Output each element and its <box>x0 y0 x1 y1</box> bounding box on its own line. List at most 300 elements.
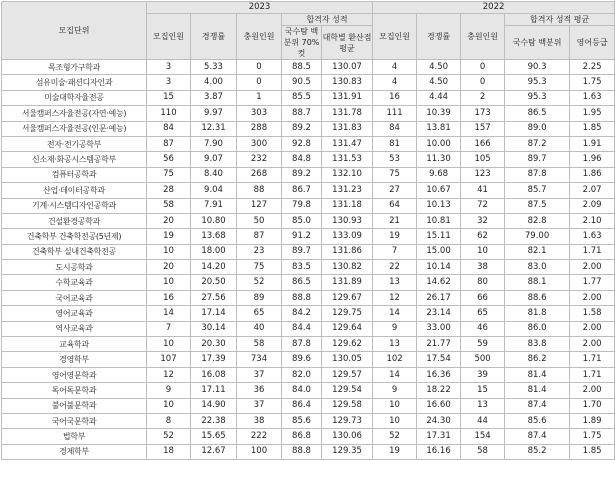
value-cell: 75 <box>237 260 282 275</box>
value-cell: 27 <box>373 183 417 198</box>
header-univ-score: 대학별 환산점평균 <box>322 26 373 60</box>
value-cell: 10.14 <box>417 260 461 275</box>
value-cell: 81.4 <box>505 383 570 398</box>
value-cell: 7 <box>147 321 191 336</box>
value-cell: 82.1 <box>505 244 570 259</box>
value-cell: 22.38 <box>191 413 237 428</box>
value-cell: 39 <box>461 367 505 382</box>
value-cell: 50 <box>237 213 282 228</box>
table-row <box>2 290 615 305</box>
value-cell: 32 <box>461 213 505 228</box>
value-cell: 0 <box>461 75 505 90</box>
value-cell: 1.95 <box>570 106 615 121</box>
table-row <box>2 444 615 459</box>
value-cell: 1 <box>237 90 282 105</box>
value-cell: 132.10 <box>322 167 373 182</box>
value-cell: 15.65 <box>191 429 237 444</box>
value-cell: 14 <box>373 306 417 321</box>
table-row <box>2 352 615 367</box>
value-cell: 14.90 <box>191 398 237 413</box>
value-cell: 84 <box>373 121 417 136</box>
value-cell: 2.00 <box>570 383 615 398</box>
value-cell: 1.58 <box>570 306 615 321</box>
value-cell: 85.2 <box>505 444 570 459</box>
table-row <box>2 337 615 352</box>
table-row <box>2 275 615 290</box>
value-cell: 131.23 <box>322 183 373 198</box>
table-row <box>2 383 615 398</box>
value-cell: 131.53 <box>322 152 373 167</box>
value-cell: 1.86 <box>570 167 615 182</box>
dept-name-cell: 독어독문학과 <box>2 383 147 398</box>
value-cell: 84.2 <box>282 306 322 321</box>
value-cell: 91.2 <box>282 229 322 244</box>
table-row <box>2 413 615 428</box>
value-cell: 3.87 <box>191 90 237 105</box>
value-cell: 131.91 <box>322 90 373 105</box>
value-cell: 3 <box>147 75 191 90</box>
value-cell: 15.11 <box>417 229 461 244</box>
value-cell: 9.97 <box>191 106 237 121</box>
value-cell: 7.90 <box>191 136 237 151</box>
value-cell: 2.25 <box>570 60 615 75</box>
value-cell: 10 <box>461 244 505 259</box>
admissions-table <box>1 1 615 460</box>
table-row <box>2 367 615 382</box>
value-cell: 0 <box>461 60 505 75</box>
value-cell: 64 <box>373 198 417 213</box>
value-cell: 10.81 <box>417 213 461 228</box>
header-extra-2022: 충원인원 <box>461 14 505 60</box>
dept-name-cell: 수학교육과 <box>2 275 147 290</box>
value-cell: 129.67 <box>322 290 373 305</box>
value-cell: 9 <box>147 383 191 398</box>
value-cell: 87.4 <box>505 429 570 444</box>
value-cell: 22 <box>373 260 417 275</box>
value-cell: 21.77 <box>417 337 461 352</box>
value-cell: 1.71 <box>570 367 615 382</box>
value-cell: 41 <box>461 183 505 198</box>
value-cell: 72 <box>461 198 505 213</box>
value-cell: 75 <box>373 167 417 182</box>
value-cell: 8.40 <box>191 167 237 182</box>
table-row <box>2 198 615 213</box>
table-row <box>2 213 615 228</box>
value-cell: 21 <box>373 213 417 228</box>
value-cell: 129.75 <box>322 306 373 321</box>
value-cell: 66 <box>461 290 505 305</box>
value-cell: 38 <box>461 260 505 275</box>
value-cell: 12.31 <box>191 121 237 136</box>
header-year-2022: 2022 <box>373 2 615 14</box>
value-cell: 173 <box>461 106 505 121</box>
value-cell: 89.6 <box>282 352 322 367</box>
value-cell: 2.00 <box>570 321 615 336</box>
value-cell: 26.17 <box>417 290 461 305</box>
value-cell: 1.89 <box>570 413 615 428</box>
value-cell: 88.8 <box>282 444 322 459</box>
value-cell: 37 <box>237 398 282 413</box>
value-cell: 58 <box>237 337 282 352</box>
value-cell: 9.07 <box>191 152 237 167</box>
value-cell: 2 <box>461 90 505 105</box>
value-cell: 10 <box>147 275 191 290</box>
value-cell: 53 <box>373 152 417 167</box>
value-cell: 10 <box>147 337 191 352</box>
value-cell: 2.07 <box>570 183 615 198</box>
value-cell: 89.7 <box>505 152 570 167</box>
value-cell: 16.36 <box>417 367 461 382</box>
value-cell: 131.86 <box>322 244 373 259</box>
value-cell: 130.83 <box>322 75 373 90</box>
value-cell: 81 <box>373 136 417 151</box>
value-cell: 1.71 <box>570 244 615 259</box>
dept-name-cell: 목조형가구학과 <box>2 60 147 75</box>
value-cell: 89.0 <box>505 121 570 136</box>
dept-name-cell: 서울캠퍼스자율전공(인문·예능) <box>2 121 147 136</box>
value-cell: 16.60 <box>417 398 461 413</box>
table-row <box>2 167 615 182</box>
value-cell: 4 <box>373 75 417 90</box>
value-cell: 2.10 <box>570 213 615 228</box>
value-cell: 1.91 <box>570 136 615 151</box>
value-cell: 58 <box>147 198 191 213</box>
value-cell: 10.00 <box>417 136 461 151</box>
header-quota-2023: 모집인원 <box>147 14 191 60</box>
value-cell: 129.62 <box>322 337 373 352</box>
value-cell: 89 <box>237 290 282 305</box>
value-cell: 85.6 <box>282 413 322 428</box>
value-cell: 10 <box>373 398 417 413</box>
value-cell: 111 <box>373 106 417 121</box>
value-cell: 88.5 <box>282 60 322 75</box>
value-cell: 123 <box>461 167 505 182</box>
value-cell: 13 <box>373 275 417 290</box>
value-cell: 1.96 <box>570 152 615 167</box>
value-cell: 33.00 <box>417 321 461 336</box>
value-cell: 20 <box>147 260 191 275</box>
dept-name-cell: 영어영문학과 <box>2 367 147 382</box>
table-row <box>2 136 615 151</box>
value-cell: 10 <box>147 244 191 259</box>
table-row <box>2 90 615 105</box>
header-national-pct-2023: 국수탐 백분위 70%컷 <box>282 26 322 60</box>
value-cell: 18.22 <box>417 383 461 398</box>
value-cell: 1.70 <box>570 398 615 413</box>
value-cell: 84.8 <box>282 152 322 167</box>
value-cell: 2.09 <box>570 198 615 213</box>
value-cell: 166 <box>461 136 505 151</box>
value-cell: 86.5 <box>505 106 570 121</box>
table-row <box>2 152 615 167</box>
value-cell: 2.00 <box>570 290 615 305</box>
value-cell: 85.6 <box>505 413 570 428</box>
value-cell: 4.44 <box>417 90 461 105</box>
value-cell: 4 <box>373 60 417 75</box>
value-cell: 5.33 <box>191 60 237 75</box>
value-cell: 131.83 <box>322 121 373 136</box>
value-cell: 85.7 <box>505 183 570 198</box>
value-cell: 16 <box>147 290 191 305</box>
value-cell: 46 <box>461 321 505 336</box>
value-cell: 1.63 <box>570 90 615 105</box>
value-cell: 131.89 <box>322 275 373 290</box>
value-cell: 130.82 <box>322 260 373 275</box>
header-passer-group-2023: 합격자 성적 <box>282 14 373 26</box>
value-cell: 81.4 <box>505 367 570 382</box>
value-cell: 15 <box>147 90 191 105</box>
value-cell: 90.5 <box>282 75 322 90</box>
value-cell: 86.4 <box>282 398 322 413</box>
value-cell: 222 <box>237 429 282 444</box>
value-cell: 52 <box>373 429 417 444</box>
value-cell: 9 <box>373 383 417 398</box>
value-cell: 88.7 <box>282 106 322 121</box>
value-cell: 19 <box>373 229 417 244</box>
table-row <box>2 306 615 321</box>
value-cell: 80 <box>461 275 505 290</box>
value-cell: 10.67 <box>417 183 461 198</box>
table-row <box>2 106 615 121</box>
value-cell: 88.8 <box>282 290 322 305</box>
value-cell: 100 <box>237 444 282 459</box>
value-cell: 52 <box>237 275 282 290</box>
header-national-pct-2022: 국수탐 백분위 <box>505 26 570 60</box>
value-cell: 130.07 <box>322 60 373 75</box>
value-cell: 82.0 <box>282 367 322 382</box>
value-cell: 56 <box>147 152 191 167</box>
table-row <box>2 260 615 275</box>
value-cell: 14.20 <box>191 260 237 275</box>
dept-name-cell: 경영학부 <box>2 352 147 367</box>
value-cell: 1.63 <box>570 229 615 244</box>
table-row <box>2 75 615 90</box>
dept-name-cell: 건축학부 실내건축학전공 <box>2 244 147 259</box>
value-cell: 38 <box>237 413 282 428</box>
header-english-grade: 영어등급 <box>570 26 615 60</box>
value-cell: 17.14 <box>191 306 237 321</box>
header-unit: 모집단위 <box>2 2 147 60</box>
value-cell: 130.05 <box>322 352 373 367</box>
value-cell: 300 <box>237 136 282 151</box>
dept-name-cell: 전자·전기공학부 <box>2 136 147 151</box>
value-cell: 23.14 <box>417 306 461 321</box>
value-cell: 79.00 <box>505 229 570 244</box>
value-cell: 17.31 <box>417 429 461 444</box>
value-cell: 87.2 <box>505 136 570 151</box>
table-row <box>2 321 615 336</box>
value-cell: 89.7 <box>282 244 322 259</box>
value-cell: 20.50 <box>191 275 237 290</box>
value-cell: 13 <box>373 337 417 352</box>
value-cell: 7 <box>373 244 417 259</box>
value-cell: 303 <box>237 106 282 121</box>
value-cell: 87.8 <box>505 167 570 182</box>
value-cell: 107 <box>147 352 191 367</box>
value-cell: 86.8 <box>282 429 322 444</box>
value-cell: 154 <box>461 429 505 444</box>
dept-name-cell: 도시공학과 <box>2 260 147 275</box>
value-cell: 85.5 <box>282 90 322 105</box>
value-cell: 10 <box>373 413 417 428</box>
dept-name-cell: 국어국문학과 <box>2 413 147 428</box>
value-cell: 130.93 <box>322 213 373 228</box>
value-cell: 79.8 <box>282 198 322 213</box>
value-cell: 4.50 <box>417 60 461 75</box>
value-cell: 16 <box>373 90 417 105</box>
value-cell: 9.68 <box>417 167 461 182</box>
value-cell: 16.16 <box>417 444 461 459</box>
value-cell: 89.2 <box>282 167 322 182</box>
value-cell: 110 <box>147 106 191 121</box>
value-cell: 92.8 <box>282 136 322 151</box>
value-cell: 40 <box>237 321 282 336</box>
value-cell: 87 <box>237 229 282 244</box>
dept-name-cell: 섬유미술·패션디자인과 <box>2 75 147 90</box>
value-cell: 24.30 <box>417 413 461 428</box>
value-cell: 10.80 <box>191 213 237 228</box>
value-cell: 85.0 <box>282 213 322 228</box>
value-cell: 0 <box>237 60 282 75</box>
value-cell: 129.35 <box>322 444 373 459</box>
value-cell: 86.7 <box>282 183 322 198</box>
value-cell: 52 <box>147 429 191 444</box>
value-cell: 11.30 <box>417 152 461 167</box>
value-cell: 17.54 <box>417 352 461 367</box>
dept-name-cell: 국어교육과 <box>2 290 147 305</box>
value-cell: 10.13 <box>417 198 461 213</box>
value-cell: 88.1 <box>505 275 570 290</box>
value-cell: 133.09 <box>322 229 373 244</box>
value-cell: 95.3 <box>505 90 570 105</box>
value-cell: 18 <box>147 444 191 459</box>
value-cell: 14.62 <box>417 275 461 290</box>
header-competition-2023: 경쟁률 <box>191 14 237 60</box>
header-extra-2023: 충원인원 <box>237 14 282 60</box>
value-cell: 105 <box>461 152 505 167</box>
value-cell: 84 <box>147 121 191 136</box>
dept-name-cell: 컴퓨터공학과 <box>2 167 147 182</box>
value-cell: 95.3 <box>505 75 570 90</box>
value-cell: 88 <box>237 183 282 198</box>
value-cell: 129.64 <box>322 321 373 336</box>
value-cell: 10.39 <box>417 106 461 121</box>
header-passer-group-2022: 합격자 성적 평균 <box>505 14 615 26</box>
value-cell: 1.71 <box>570 352 615 367</box>
table-row <box>2 183 615 198</box>
header-quota-2022: 모집인원 <box>373 14 417 60</box>
value-cell: 12 <box>147 367 191 382</box>
value-cell: 2.00 <box>570 260 615 275</box>
value-cell: 37 <box>237 367 282 382</box>
value-cell: 20 <box>147 213 191 228</box>
value-cell: 84.0 <box>282 383 322 398</box>
value-cell: 1.85 <box>570 121 615 136</box>
value-cell: 20.30 <box>191 337 237 352</box>
value-cell: 75 <box>147 167 191 182</box>
value-cell: 81.8 <box>505 306 570 321</box>
value-cell: 129.54 <box>322 383 373 398</box>
value-cell: 86.2 <box>505 352 570 367</box>
value-cell: 1.75 <box>570 429 615 444</box>
value-cell: 129.57 <box>322 367 373 382</box>
value-cell: 129.58 <box>322 398 373 413</box>
value-cell: 1.85 <box>570 444 615 459</box>
value-cell: 15 <box>461 383 505 398</box>
value-cell: 86.5 <box>282 275 322 290</box>
value-cell: 14 <box>373 367 417 382</box>
value-cell: 12 <box>373 290 417 305</box>
dept-name-cell: 건설환경공학과 <box>2 213 147 228</box>
value-cell: 9 <box>373 321 417 336</box>
value-cell: 28 <box>147 183 191 198</box>
value-cell: 65 <box>237 306 282 321</box>
value-cell: 129.73 <box>322 413 373 428</box>
value-cell: 18.00 <box>191 244 237 259</box>
dept-name-cell: 건축학부 건축학전공(5년제) <box>2 229 147 244</box>
value-cell: 65 <box>461 306 505 321</box>
value-cell: 87.8 <box>282 337 322 352</box>
value-cell: 1.75 <box>570 75 615 90</box>
value-cell: 44 <box>461 413 505 428</box>
dept-name-cell: 역사교육과 <box>2 321 147 336</box>
value-cell: 102 <box>373 352 417 367</box>
value-cell: 87 <box>147 136 191 151</box>
value-cell: 12.67 <box>191 444 237 459</box>
table-row <box>2 121 615 136</box>
value-cell: 4.00 <box>191 75 237 90</box>
value-cell: 16.08 <box>191 367 237 382</box>
value-cell: 4.50 <box>417 75 461 90</box>
dept-name-cell: 경제학부 <box>2 444 147 459</box>
value-cell: 13.68 <box>191 229 237 244</box>
value-cell: 13.81 <box>417 121 461 136</box>
value-cell: 19 <box>373 444 417 459</box>
value-cell: 2.00 <box>570 337 615 352</box>
value-cell: 62 <box>461 229 505 244</box>
value-cell: 19 <box>147 229 191 244</box>
value-cell: 232 <box>237 152 282 167</box>
dept-name-cell: 미술대학자율전공 <box>2 90 147 105</box>
value-cell: 88.6 <box>505 290 570 305</box>
dept-name-cell: 서울캠퍼스자율전공(자연·예능) <box>2 106 147 121</box>
value-cell: 10 <box>147 398 191 413</box>
dept-name-cell: 법학부 <box>2 429 147 444</box>
value-cell: 36 <box>237 383 282 398</box>
value-cell: 27.56 <box>191 290 237 305</box>
value-cell: 0 <box>237 75 282 90</box>
table-row <box>2 429 615 444</box>
value-cell: 87.5 <box>505 198 570 213</box>
value-cell: 59 <box>461 337 505 352</box>
value-cell: 89.2 <box>282 121 322 136</box>
header-year-2023: 2023 <box>147 2 373 14</box>
value-cell: 82.8 <box>505 213 570 228</box>
value-cell: 87.4 <box>505 398 570 413</box>
table-row <box>2 398 615 413</box>
dept-name-cell: 영어교육과 <box>2 306 147 321</box>
value-cell: 90.3 <box>505 60 570 75</box>
value-cell: 83.8 <box>505 337 570 352</box>
value-cell: 500 <box>461 352 505 367</box>
value-cell: 288 <box>237 121 282 136</box>
value-cell: 84.4 <box>282 321 322 336</box>
value-cell: 131.78 <box>322 106 373 121</box>
value-cell: 30.14 <box>191 321 237 336</box>
dept-name-cell: 교육학과 <box>2 337 147 352</box>
value-cell: 127 <box>237 198 282 213</box>
value-cell: 17.11 <box>191 383 237 398</box>
